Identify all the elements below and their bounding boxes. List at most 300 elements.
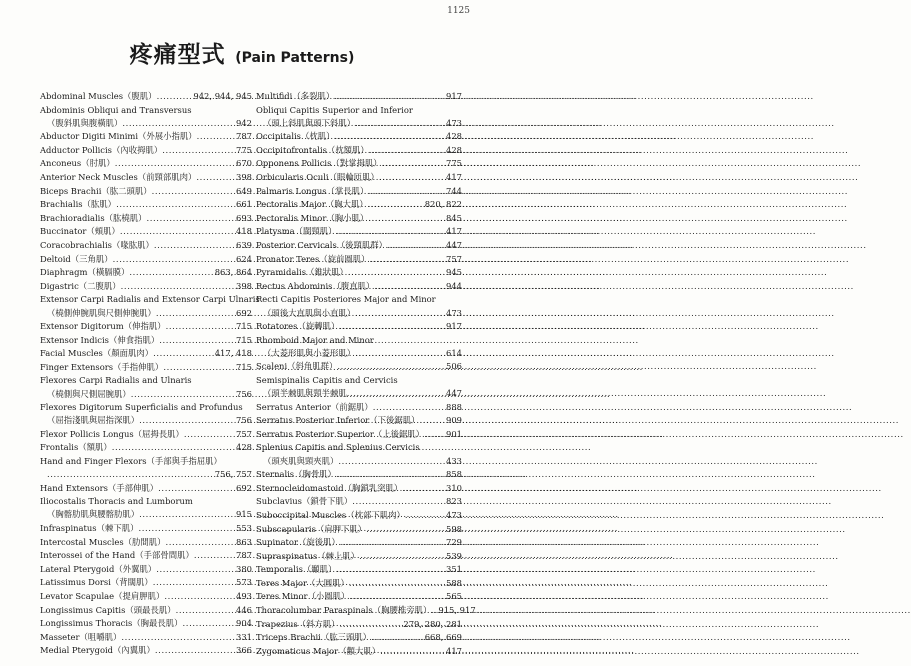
dot-leader — [371, 631, 424, 644]
dot-leader — [158, 482, 235, 495]
entry-title: Intercostal Muscles（肋間肌） — [40, 536, 166, 547]
entry-title: Semispinalis Capitis and Cervicis — [256, 374, 398, 385]
index-entry — [256, 482, 462, 495]
index-entry — [40, 563, 252, 576]
entry-pages: 417, 418 — [214, 348, 252, 359]
dot-leader — [373, 401, 445, 414]
entry-title: Extensor Carpi Radialis and Extensor Carpi Ulnaris — [40, 294, 260, 305]
dot-leader — [163, 361, 235, 374]
entry-title: Latissimus Dorsi（背闊肌） — [40, 577, 153, 588]
entry-title: Scaleni（斜角肌群） — [256, 361, 338, 372]
dot-leader — [336, 563, 445, 576]
index-entry — [256, 604, 476, 617]
index-entry — [256, 266, 462, 279]
entry-pages: 398 — [236, 172, 252, 183]
entry-pages: 565 — [446, 591, 462, 602]
entry-pages: 417 — [446, 172, 462, 183]
entry-title: Abdominis Obliqui and Transversus — [40, 104, 192, 115]
entry-pages: 942 — [236, 117, 252, 128]
entry-title: Flexores Carpi Radialis and Ulnaris — [40, 375, 192, 386]
dot-leader — [368, 185, 445, 198]
entry-pages: 729 — [446, 537, 462, 548]
index-entry — [256, 468, 462, 481]
dot-leader — [157, 90, 193, 103]
dot-leader — [347, 387, 445, 400]
entry-pages: 863 — [236, 536, 252, 547]
dot-leader — [370, 253, 445, 266]
dot-leader — [334, 90, 445, 103]
entry-pages: 863, 864 — [214, 267, 252, 278]
index-entry — [256, 320, 462, 333]
dot-leader — [156, 563, 235, 576]
index-entry — [40, 266, 252, 279]
index-entry — [256, 495, 462, 508]
entry-title: Lateral Pterygoid（外翼肌） — [40, 563, 157, 574]
index-entry — [256, 157, 462, 170]
entry-pages: 418 — [236, 226, 252, 237]
entry-pages: 446 — [236, 604, 252, 615]
entry-title: Facial Muscles（顏面肌肉） — [40, 348, 154, 359]
entry-title: Teres Minor（小圓肌） — [256, 591, 350, 602]
dot-leader — [162, 144, 235, 157]
entry-title: Longissimus Capitis（頭最長肌） — [40, 604, 176, 615]
entry-pages: 670 — [236, 158, 252, 169]
entry-pages: 428 — [446, 144, 462, 155]
index-column-right — [256, 90, 476, 658]
entry-title: Masseter（咀嚼肌） — [40, 631, 122, 642]
entry-title: Occipitalis（枕肌） — [256, 131, 335, 142]
page-title — [0, 36, 484, 69]
page-number: 1125 — [447, 6, 470, 16]
index-entry — [256, 374, 462, 400]
entry-title: Brachioradialis（肱橈肌） — [40, 212, 147, 223]
entry-pages: 614 — [446, 347, 462, 358]
index-entry — [40, 482, 252, 495]
entry-pages: 279, 280, 281 — [403, 618, 462, 629]
index-entry — [40, 428, 252, 441]
index-entry — [256, 360, 462, 373]
dot-leader — [340, 618, 403, 631]
entry-pages: 553 — [236, 523, 252, 533]
index-entry — [40, 225, 252, 238]
index-entry — [40, 455, 252, 481]
entry-title: Pectoralis Major（胸大肌） — [256, 199, 368, 210]
dot-leader — [368, 212, 445, 225]
entry-pages: 447 — [446, 240, 462, 251]
index-entry — [256, 523, 462, 536]
entry-pages: 915, 917 — [438, 605, 476, 616]
entry-subtitle: （腹斜肌與腹橫肌） — [47, 117, 123, 128]
entry-title: Extensor Digitorum（伸指肌） — [40, 321, 166, 332]
entry-pages: 901 — [446, 428, 462, 439]
index-entry — [256, 90, 462, 103]
index-entry — [256, 280, 462, 293]
index-entry — [256, 590, 462, 603]
entry-pages: 944 — [446, 280, 462, 291]
index-entry — [40, 644, 252, 657]
dot-leader — [379, 171, 445, 184]
index-entry — [256, 441, 462, 467]
entry-title: Subclavius（鎖骨下肌） — [256, 496, 353, 507]
entry-subtitle: （頭半棘肌與頸半棘肌 — [263, 388, 347, 399]
entry-title: Frontalis（額肌） — [40, 442, 112, 453]
entry-subtitle: （頭上斜肌與頭下斜肌） — [263, 117, 356, 128]
dot-leader — [115, 157, 235, 170]
entry-title: Flexor Pollicis Longus（屈拇長肌） — [40, 428, 184, 439]
index-entry — [256, 198, 462, 211]
dot-leader — [340, 536, 445, 549]
index-entry — [40, 590, 252, 603]
entry-subtitle: （胸髂肋肌與腰髂肋肌） — [47, 509, 140, 520]
index-entry — [256, 577, 462, 590]
entry-subtitle: （屈指淺肌與屈指深肌） — [47, 415, 140, 426]
entry-pages: 649 — [236, 185, 252, 196]
entry-pages: 909 — [446, 415, 462, 426]
index-entry — [256, 130, 462, 143]
entry-title: Diaphragm（橫膈膜） — [40, 267, 130, 278]
dot-leader — [352, 495, 445, 508]
entry-title: Triceps Brachii（肱三頭肌） — [256, 632, 372, 643]
entry-pages: 428 — [236, 442, 252, 453]
entry-pages: 588 — [446, 577, 462, 588]
entry-pages: 858 — [446, 469, 462, 480]
dot-leader — [380, 645, 445, 658]
index-entry — [40, 253, 252, 266]
dot-leader — [355, 307, 445, 320]
dot-leader — [420, 414, 446, 427]
entry-title: Suboccipital Muscles（枕部下肌肉） — [256, 509, 405, 520]
index-entry — [256, 171, 462, 184]
dot-leader — [176, 604, 235, 617]
entry-title: Anconeus（肘肌） — [40, 158, 115, 169]
entry-title: Digastric（二腹肌） — [40, 280, 121, 291]
entry-title: Obliqui Capitis Superior and Inferior — [256, 104, 413, 115]
index-entry — [256, 253, 462, 266]
entry-title: Buccinator（頰肌） — [40, 226, 120, 237]
entry-pages: 757 — [446, 253, 462, 264]
index-entry — [40, 361, 252, 374]
index-entry — [256, 550, 462, 563]
index-entry — [256, 631, 462, 644]
entry-title: Finger Extensors（手指伸肌） — [40, 361, 164, 372]
index-entry — [256, 509, 462, 522]
entry-subtitle: （橈側伸腕肌與尺側伸腕肌） — [47, 307, 156, 318]
dot-leader — [121, 280, 235, 293]
entry-pages: 787 — [236, 131, 252, 142]
entry-pages: 398 — [236, 280, 252, 291]
entry-title: Multifidi（多裂肌） — [256, 91, 335, 101]
dot-leader — [129, 266, 213, 279]
entry-pages: 661 — [236, 199, 252, 210]
index-entry — [256, 536, 462, 549]
dot-leader — [405, 509, 445, 522]
index-entry — [40, 320, 252, 333]
dot-leader — [120, 225, 235, 238]
entry-title: Subscapularis（肩胛下肌） — [256, 523, 367, 534]
entry-pages: 756 — [236, 415, 252, 426]
dot-leader — [153, 576, 235, 589]
entry-pages: 598 — [446, 523, 462, 534]
dot-leader — [164, 590, 235, 603]
entry-pages: 845 — [446, 212, 462, 223]
entry-pages: 624 — [236, 253, 252, 264]
entry-pages: 668, 669 — [424, 632, 462, 643]
entry-pages: 757 — [236, 428, 252, 439]
entry-title: Medial Pterygoid（內翼肌） — [40, 645, 155, 656]
dot-leader — [337, 225, 445, 238]
dot-leader — [196, 171, 235, 184]
entry-title: Abductor Digiti Minimi（外展小指肌） — [40, 131, 197, 142]
dot-leader — [131, 388, 235, 401]
entry-title: Occipitofrontalis（枕額肌） — [256, 144, 369, 155]
entry-title: Zygomaticus Major（顴大肌） — [256, 645, 381, 656]
dot-leader — [47, 468, 214, 481]
dot-leader — [194, 549, 235, 562]
dot-leader — [336, 468, 445, 481]
dot-leader — [139, 414, 235, 427]
dot-leader — [156, 307, 235, 320]
entry-pages: 331 — [236, 631, 252, 642]
entry-title: Orbicularis Oculi（眼輪匝肌） — [256, 172, 379, 183]
entry-pages: 820, 822 — [424, 199, 462, 210]
entry-pages: 506 — [446, 361, 462, 372]
entry-title: Serratus Anterior（前鋸肌） — [256, 401, 373, 412]
entry-title: Platysma（闊頸肌） — [256, 226, 337, 237]
index-column-left — [40, 90, 260, 658]
entry-title: Serratus Posterior Superior（上後鋸肌） — [256, 428, 425, 439]
dot-leader — [424, 428, 445, 441]
index-entry — [40, 130, 252, 143]
dot-leader — [337, 360, 445, 373]
entry-title: Infraspinatus（棘下肌） — [40, 523, 139, 533]
entry-pages: 473 — [446, 117, 462, 128]
entry-pages: 433 — [446, 455, 462, 466]
entry-subtitle: （頭夾肌與頸夾肌） — [263, 455, 339, 466]
dot-leader — [368, 198, 424, 211]
entry-pages: 692 — [236, 307, 252, 318]
entry-pages: 692 — [236, 482, 252, 493]
entry-title: Brachialis（肱肌） — [40, 199, 117, 210]
entry-pages: 366 — [236, 645, 252, 656]
index-entry — [40, 293, 260, 319]
entry-pages: 945 — [446, 267, 462, 278]
entry-subtitle: （橈側與尺側屈腕肌） — [47, 388, 131, 399]
dot-leader — [147, 212, 235, 225]
entry-pages: 473 — [446, 509, 462, 520]
index-entry — [256, 144, 462, 157]
index-entry — [40, 576, 252, 589]
page-title-english: (Pain Patterns) — [235, 50, 355, 66]
entry-pages: 428 — [446, 131, 462, 142]
entry-title: Anterior Neck Muscles（前頸部肌肉） — [40, 172, 197, 183]
index-entry — [256, 563, 462, 576]
dot-leader — [338, 455, 445, 468]
entry-title: Iliocostalis Thoracis and Lumborum — [40, 496, 193, 507]
index-entry — [40, 536, 252, 549]
dot-leader — [334, 130, 445, 143]
dot-leader — [374, 280, 445, 293]
entry-title: Palmaris Longus（掌長肌） — [256, 185, 369, 196]
entry-title: Extensor Indicis（伸食指肌） — [40, 334, 160, 345]
index-entry — [40, 104, 252, 130]
entry-pages: 693 — [236, 212, 252, 223]
index-entry — [256, 428, 462, 441]
entry-title: Rhomboid Major and Minor — [256, 334, 374, 345]
dot-leader — [112, 441, 235, 454]
entry-title: Rotatores（旋轉肌） — [256, 321, 340, 332]
entry-title: Recti Capitis Posteriores Major and Minor — [256, 294, 436, 305]
entry-pages: 715 — [236, 361, 252, 372]
dot-leader — [355, 347, 445, 360]
index-entry — [40, 495, 252, 521]
dot-leader — [122, 117, 235, 130]
index-entry — [256, 239, 462, 252]
entry-title: Serratus Posterior Inferior（下後鋸肌） — [256, 415, 420, 426]
index-entry — [256, 293, 462, 319]
index-entry — [256, 225, 462, 238]
entry-subtitle: （頭後大直肌與小直肌） — [263, 307, 356, 318]
entry-title: Temporalis（顳肌） — [256, 564, 337, 575]
entry-title: Hand and Finger Flexors（手部與手指屈肌） — [40, 456, 222, 467]
entry-pages: 639 — [236, 240, 252, 251]
dot-leader — [159, 334, 235, 347]
dot-leader — [369, 144, 445, 157]
entry-title: Hand Extensors（手部伸肌） — [40, 482, 159, 493]
index-entry — [256, 212, 462, 225]
dot-leader — [113, 253, 235, 266]
entry-title: Trapezius（斜方肌） — [256, 618, 340, 629]
entry-pages: 473 — [446, 307, 462, 318]
index-entry — [40, 441, 252, 454]
dot-leader — [153, 347, 214, 360]
entry-pages: 380 — [236, 563, 252, 574]
entry-title: Biceps Brachii（肱二頭肌） — [40, 185, 152, 196]
entry-pages: 310 — [446, 482, 462, 493]
entry-title: Opponens Pollicis（對掌拇肌） — [256, 158, 382, 169]
index-entry — [256, 334, 462, 360]
entry-title: Interossei of the Hand（手部骨間肌） — [40, 550, 194, 561]
index-entry — [40, 212, 252, 225]
entry-title: Abdominal Muscles（腹肌） — [40, 91, 157, 101]
entry-title: Deltoid（三角肌） — [40, 253, 113, 264]
dot-leader — [359, 550, 445, 563]
index-entry — [40, 334, 252, 347]
entry-pages: 493 — [236, 590, 252, 601]
entry-pages: 775 — [446, 158, 462, 169]
dot-leader — [355, 117, 445, 130]
entry-title: Pronator Teres（旋前圓肌） — [256, 253, 370, 264]
dot-leader — [366, 523, 445, 536]
index-entry — [40, 171, 252, 184]
dot-leader — [166, 320, 235, 333]
index-entry — [40, 144, 252, 157]
index-entry — [40, 198, 252, 211]
index-entry — [256, 104, 462, 130]
dot-leader — [183, 617, 235, 630]
index-entry — [40, 90, 252, 103]
index-entry — [40, 401, 252, 427]
index-entry — [40, 522, 252, 535]
entry-title: Adductor Pollicis（內收拇肌） — [40, 144, 163, 155]
index-entry — [40, 617, 252, 630]
index-entry — [40, 549, 252, 562]
entry-subtitle: （大菱形肌與小菱形肌） — [263, 347, 356, 358]
index-entry — [40, 239, 252, 252]
entry-pages: 756, 757 — [214, 469, 252, 480]
entry-pages: 715 — [236, 321, 252, 332]
entry-pages: 888 — [446, 401, 462, 412]
dot-leader — [166, 536, 235, 549]
index-entry — [256, 618, 462, 631]
entry-title: Pyramidalis（錐狀肌） — [256, 267, 348, 278]
dot-leader — [184, 428, 235, 441]
entry-pages: 417 — [446, 645, 462, 656]
index-entry — [40, 604, 252, 617]
entry-pages: 539 — [446, 550, 462, 561]
entry-title: Rectus Abdominis（腹直肌） — [256, 280, 375, 291]
dot-leader — [152, 185, 235, 198]
entry-title: Teres Major（大圓肌） — [256, 577, 349, 588]
entry-pages: 787 — [236, 550, 252, 561]
index-entry — [40, 157, 252, 170]
entry-title: Pectoralis Minor（胸小肌） — [256, 212, 369, 223]
index-entry — [256, 645, 462, 658]
entry-pages: 715 — [236, 334, 252, 345]
dot-leader — [348, 266, 445, 279]
index-entry — [256, 185, 462, 198]
index-entry — [256, 414, 462, 427]
page-title-chinese: 疼痛型式 — [129, 42, 226, 68]
entry-title: Supraspinatus（棘上肌） — [256, 550, 360, 561]
entry-pages: 775 — [236, 144, 252, 155]
entry-pages: 447 — [446, 388, 462, 399]
entry-pages: 573 — [236, 577, 252, 588]
entry-title: Thoracolumbar Paraspinals（胸腰椎旁肌） — [256, 605, 432, 616]
index-entry — [40, 280, 252, 293]
index-entry — [256, 401, 462, 414]
dot-leader — [139, 508, 235, 521]
index-entry — [40, 631, 252, 644]
dot-leader — [155, 644, 235, 657]
entry-pages: 744 — [446, 185, 462, 196]
dot-leader — [121, 631, 235, 644]
entry-pages: 823 — [446, 496, 462, 507]
entry-title: Sternocleidomastoid（胸鎖乳突肌） — [256, 482, 403, 493]
dot-leader — [402, 482, 445, 495]
entry-pages: 417 — [446, 226, 462, 237]
dot-leader — [138, 522, 235, 535]
entry-title: Longissimus Thoracis（胸最長肌） — [40, 618, 183, 629]
entry-pages: 942, 944, 945 — [193, 91, 252, 101]
dot-leader — [339, 320, 445, 333]
dot-leader — [349, 577, 445, 590]
index-entry — [40, 374, 252, 400]
entry-title: Posterior Cervicals（後頸肌群） — [256, 240, 388, 251]
entry-title: Splenius Capitis and Splenius Cervicis — [256, 442, 420, 453]
entry-pages: 756 — [236, 388, 252, 399]
entry-pages: 904 — [236, 618, 252, 629]
entry-title: Sternalis（胸骨肌） — [256, 469, 336, 480]
entry-title: Flexores Digitorum Superficialis and Profundus — [40, 402, 243, 413]
dot-leader — [116, 198, 235, 211]
index-entry — [40, 185, 252, 198]
entry-title: Levator Scapulae（提肩胛肌） — [40, 590, 165, 601]
entry-title: Supinator（旋後肌） — [256, 537, 340, 548]
entry-pages: 917 — [446, 91, 462, 101]
entry-pages: 917 — [446, 321, 462, 332]
dot-leader — [382, 157, 445, 170]
index-entry — [40, 347, 252, 360]
